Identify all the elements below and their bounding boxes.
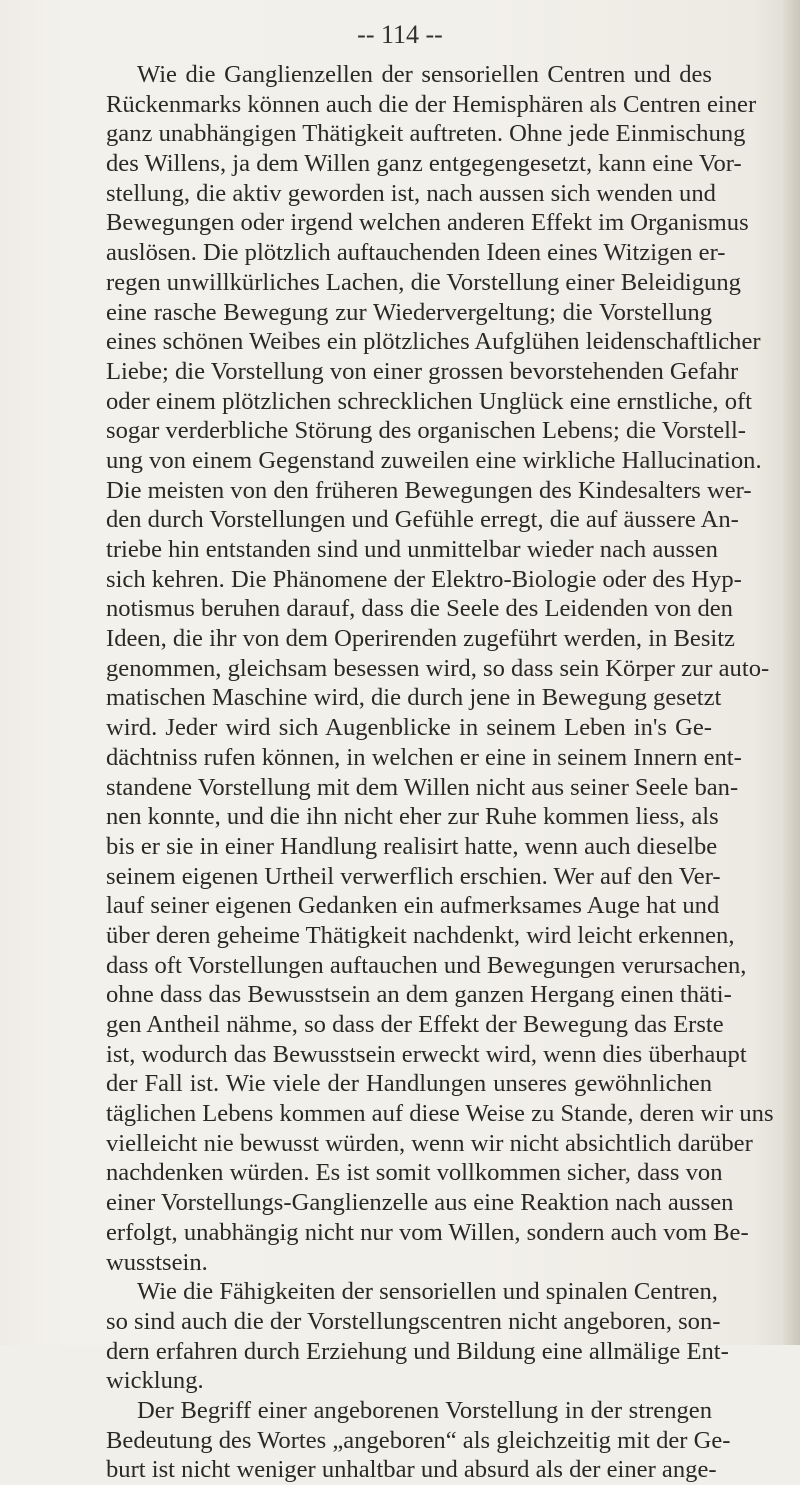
text-line: so sind auch die der Vorstellungscentren nicht angeboren, son- [106,1307,721,1335]
text-line: des Willens, ja dem Willen ganz entgegengesetzt, kann eine Vor- [106,150,742,178]
text-line: burt ist nicht weniger unhaltbar und absurd als der einer ange- [106,1456,717,1484]
text-line: bis er sie in einer Handlung realisirt hatte, wenn auch dieselbe [106,832,718,860]
text-line: Der Begriff einer angeborenen Vorstellung in der strengen [137,1396,712,1424]
text-line: notismus beruhen darauf, dass die Seele des Leidenden von den [106,595,733,623]
text-line: über deren geheime Thätigkeit nachdenkt, wird leicht erkennen, [106,921,735,949]
text-line: dern erfahren durch Erziehung und Bildung eine allmälige Ent- [106,1337,729,1365]
text-line: dächtniss rufen können, in welchen er eine in seinem Innern ent- [106,743,742,771]
paragraph [106,1396,731,1485]
text-line: nachdenken würden. Es ist somit vollkommen sicher, dass von [106,1159,723,1187]
text-line: ist, wodurch das Bewusstsein erweckt wird, wenn dies überhaupt [106,1040,747,1068]
text-line: vielleicht nie bewusst würden, wenn wir nicht absichtlich darüber [106,1129,753,1157]
text-line: nen konnte, und die ihn nicht eher zur Ruhe kommen liess, als [106,803,719,831]
text-line: stellung, die aktiv geworden ist, nach aussen sich wenden und [106,179,716,207]
text-line: Bewegungen oder irgend welchen anderen Effekt im Organismus [106,209,749,237]
text-line: dass oft Vorstellungen auftauchen und Bewegungen verursachen, [106,951,747,979]
text-line: ung von einem Gegenstand zuweilen eine wirkliche Hallucination. [106,446,762,474]
text-line: den durch Vorstellungen und Gefühle erregt, die auf äussere An- [106,506,739,534]
text-line: eines schönen Weibes ein plötzliches Aufglühen leidenschaftlicher [106,328,761,356]
text-line: matischen Maschine wird, die durch jene in Bewegung gesetzt [106,684,722,712]
text-line: sogar verderbliche Störung des organischen Lebens; die Vorstell- [106,417,746,445]
text-line: ohne dass das Bewusstsein an dem ganzen Hergang einen thäti- [106,981,732,1009]
text-line: der Fall ist. Wie viele der Handlungen unseres gewöhnlichen [106,1070,712,1098]
text-line: Ideen, die ihr von dem Operirenden zugeführt werden, in Besitz [106,625,735,653]
text-line: ganz unabhängigen Thätigkeit auftreten. Ohne jede Einmischung [106,120,746,148]
paragraph [106,1277,729,1396]
text-line: Die meisten von den früheren Bewegungen des Kindesalters wer- [106,476,752,504]
page-number: -- 114 -- [357,20,443,49]
paragraph [106,60,774,1277]
text-line: Wie die Fähigkeiten der sensoriellen und spinalen Centren, [137,1278,718,1306]
text-line: regen unwillkürliches Lachen, die Vorstellung einer Beleidigung [106,268,741,296]
text-line: lauf seiner eigenen Gedanken ein aufmerksames Auge hat und [106,892,720,920]
text-line: erfolgt, unabhängig nicht nur vom Willen, sondern auch vom Be- [106,1218,749,1246]
text-line: oder einem plötzlichen schrecklichen Unglück eine ernstliche, oft [106,387,753,415]
text-line: wicklung. [106,1367,204,1395]
text-line: Wie die Ganglienzellen der sensoriellen Centren und des [137,61,712,88]
text-line: wird. Jeder wird sich Augenblicke in seinem Leben in's Ge- [106,714,712,742]
text-line: Bedeutung des Wortes „angeboren“ als gleichzeitig mit der Ge- [106,1426,731,1454]
text-line: Liebe; die Vorstellung von einer grossen bevorstehenden Gefahr [106,357,739,385]
body-text [106,60,774,1485]
text-line: standene Vorstellung mit dem Willen nicht aus seiner Seele ban- [106,773,739,801]
text-line: seinem eigenen Urtheil verwerflich erschien. Wer auf den Ver- [106,862,721,890]
text-line: Rückenmarks können auch die der Hemisphären als Centren einer [106,90,757,118]
text-line: auslösen. Die plötzlich auftauchenden Ideen eines Witzigen er- [106,239,726,267]
text-line: gen Antheil nähme, so dass der Effekt der Bewegung das Erste [106,1011,724,1038]
text-line: genommen, gleichsam besessen wird, so dass sein Körper zur auto- [106,654,770,682]
text-line: sich kehren. Die Phänomene der Elektro-Biologie oder des Hyp- [106,565,742,593]
page-edge-shadow [782,0,800,1345]
text-line: wusstsein. [106,1248,208,1276]
text-line: einer Vorstellungs-Ganglienzelle aus eine Reaktion nach aussen [106,1189,734,1217]
text-line: eine rasche Bewegung zur Wiedervergeltung; die Vorstellung [106,298,712,326]
text-line: triebe hin entstanden sind und unmittelbar wieder nach aussen [106,536,718,563]
text-line: täglichen Lebens kommen auf diese Weise zu Stande, deren wir uns [106,1100,774,1128]
